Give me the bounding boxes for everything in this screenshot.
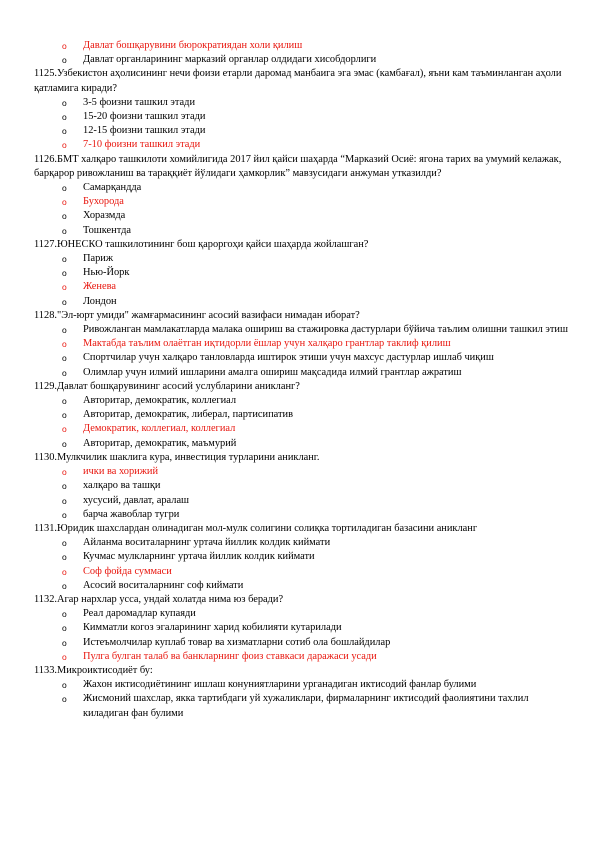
bullet-icon: o: [62, 353, 67, 364]
bullet-icon: o: [62, 609, 67, 620]
question-block: [0, 522, 595, 593]
bullet-icon: o: [62, 211, 67, 222]
answer-option: [0, 351, 595, 365]
bullet-icon: o: [62, 268, 67, 279]
answer-options: [0, 181, 595, 238]
answer-option: [0, 692, 595, 720]
bullet-icon: o: [62, 580, 67, 591]
answer-text: Хоразмда: [83, 210, 126, 222]
bullet-icon: o: [62, 339, 67, 350]
question-block: [0, 664, 595, 721]
answer-text: ички ва хорижий: [83, 466, 159, 478]
question-text: 1127.ЮНЕСКО ташкилотининг бош қароргоҳи қайси шаҳарда жойлашган?: [34, 238, 369, 250]
answer-text: Авторитар, демократик, либерал, партисипатив: [83, 409, 293, 421]
bullet-icon: o: [62, 538, 67, 549]
answer-option: [0, 678, 595, 692]
bullet-icon: o: [62, 140, 67, 151]
answer-option: [0, 124, 595, 138]
answer-text: 15-20 фоизни ташкил этади: [83, 111, 206, 123]
bullet-icon: o: [62, 367, 67, 378]
bullet-icon: o: [62, 694, 67, 705]
bullet-icon: o: [62, 637, 67, 648]
answer-text: Париж: [83, 253, 114, 265]
answer-option: [0, 266, 595, 280]
bullet-icon: o: [62, 495, 67, 506]
question-text: 1126.БМТ халқаро ташкилоти хомийлигида 2017 йил қайси шаҳарда “Марказий Осиё: ягона тарих ва умумий келажак, барқарор ривожланиш ва тараққиёт йўлидаги ҳамкорлик” мавзусидаги анжуман утказилди?: [34, 153, 562, 179]
bullet-icon: o: [62, 566, 67, 577]
answer-text: Демократик, коллегиал, коллегиал: [83, 423, 236, 435]
answer-option: [0, 96, 595, 110]
answer-text: Спортчилар учун халқаро танловларда иштирок этиши учун махсус дастурлар ишлаб чиқиш: [83, 352, 494, 364]
answer-text: Кимматли когоз эгаларининг харид кобилияти кутарилади: [83, 622, 342, 634]
answer-option: [0, 437, 595, 451]
answer-option-correct: [0, 650, 595, 664]
bullet-icon: o: [62, 509, 67, 520]
answer-text: Авторитар, демократик, маъмурий: [83, 437, 237, 449]
bullet-icon: o: [62, 623, 67, 634]
answer-text: Бухорода: [83, 196, 124, 208]
answer-text: Авторитар, демократик, коллегиал: [83, 395, 237, 407]
answer-text: 3-5 фоизни ташкил этади: [83, 96, 196, 108]
question-text: 1132.Агар нархлар усса, ундай холатда нима юз беради?: [34, 593, 284, 605]
answer-option-correct: [0, 337, 595, 351]
answer-text: хусусий, давлат, аралаш: [83, 494, 190, 506]
answer-text: Лондон: [83, 295, 117, 307]
answer-text: Самарқандда: [83, 182, 142, 194]
answer-option: [0, 110, 595, 124]
question-text: 1129.Давлат бошқарувининг асосий услубларини аникланг?: [34, 380, 300, 392]
answer-options: [0, 536, 595, 593]
answer-option-correct: [0, 138, 595, 152]
answer-text: Олимлар учун илмий ишларини амалга ошириш мақсадида илмий грантлар ажратиш: [83, 366, 462, 378]
bullet-icon: o: [62, 225, 67, 236]
answer-option: [0, 579, 595, 593]
question-text: 1125.Узбекистон аҳолисининг нечи фоизи етарли даромад манбаига эга эмас (камбағал), яъни кам таъминланган аҳоли қатламига киради?: [34, 68, 562, 94]
question-block: [0, 451, 595, 522]
answer-options: [0, 678, 595, 721]
answer-option: [0, 394, 595, 408]
answer-options: [0, 39, 595, 67]
answer-option: [0, 209, 595, 223]
answer-text: 12-15 фоизни ташкил этади: [83, 125, 206, 137]
answer-text: Пулга булган талаб ва банкларнинг фоиз ставкаси даражаси усади: [83, 650, 377, 662]
bullet-icon: o: [62, 396, 67, 407]
answer-option: [0, 408, 595, 422]
answer-option: [0, 550, 595, 564]
question-text: 1133.Микроиктисодиёт бу:: [34, 664, 153, 676]
answer-option-correct: [0, 39, 595, 53]
question-block: [0, 39, 595, 67]
question-text: 1128."Эл-юрт умиди" жамғармасининг асосий вазифаси нимадан иборат?: [34, 309, 360, 321]
answer-options: [0, 607, 595, 664]
question-text: 1131.Юридик шахслардан олинадиган мол-мулк солигини солиқка тортиладиган базасини аникланг: [34, 522, 478, 534]
bullet-icon: o: [62, 325, 67, 336]
bullet-icon: o: [62, 424, 67, 435]
bullet-icon: o: [62, 282, 67, 293]
question-text: 1130.Мулкчилик шаклига кура, инвестиция турларини аникланг.: [34, 451, 320, 463]
answer-text: Соф фойда суммаси: [83, 565, 172, 577]
bullet-icon: o: [62, 97, 67, 108]
bullet-icon: o: [62, 438, 67, 449]
answer-option: [0, 508, 595, 522]
bullet-icon: o: [62, 183, 67, 194]
answer-option: [0, 621, 595, 635]
answer-text: Нью-Йорк: [83, 267, 130, 279]
answer-text: Мактабда таълим олаётган иқтидорли ёшлар учун халқаро грантлар таклиф қилиш: [83, 338, 451, 350]
bullet-icon: o: [62, 126, 67, 137]
bullet-icon: o: [62, 481, 67, 492]
bullet-icon: o: [62, 651, 67, 662]
answer-option: [0, 53, 595, 67]
answer-option: [0, 494, 595, 508]
answer-option-correct: [0, 565, 595, 579]
answer-text: Асосий воситаларнинг соф киймати: [83, 579, 244, 591]
answer-options: [0, 252, 595, 309]
answer-options: [0, 394, 595, 451]
answer-options: [0, 96, 595, 153]
question-block: [0, 593, 595, 664]
bullet-icon: o: [62, 552, 67, 563]
answer-option-correct: [0, 422, 595, 436]
answer-option: [0, 323, 595, 337]
answer-text: барча жавоблар тугри: [83, 508, 180, 520]
question-block: [0, 238, 595, 309]
question-block: [0, 380, 595, 451]
answer-option-correct: [0, 465, 595, 479]
answer-option: [0, 636, 595, 650]
answer-option: [0, 252, 595, 266]
answer-option-correct: [0, 280, 595, 294]
bullet-icon: o: [62, 467, 67, 478]
answer-text: Кучмас мулкларнинг уртача йиллик колдик киймати: [83, 551, 315, 563]
answer-option: [0, 607, 595, 621]
answer-text: 7-10 фоизни ташкил этади: [83, 139, 201, 151]
answer-option: [0, 295, 595, 309]
answer-option: [0, 479, 595, 493]
bullet-icon: o: [62, 112, 67, 123]
answer-text: халқаро ва ташқи: [83, 480, 161, 492]
answer-text: Жахон иктисодиётининг ишлаш конуниятларини урганадиган иктисодий фанлар булими: [83, 679, 477, 691]
bullet-icon: o: [62, 296, 67, 307]
answer-text: Давлат органларининг марказий органлар олдидаги хисобдорлиги: [83, 54, 377, 66]
answer-text: Реал даромадлар купаяди: [83, 608, 196, 620]
answer-options: [0, 465, 595, 522]
answer-option: [0, 224, 595, 238]
question-block: [0, 309, 595, 380]
answer-text: Давлат бошқарувини бюрократиядан холи қилиш: [83, 40, 303, 51]
answer-text: Ривожланган мамлакатларда малака ошириш ва стажировка дастурлари бўйича таълим олишни ташкил этиш: [83, 324, 568, 336]
answer-text: Женева: [83, 281, 116, 293]
answer-option: [0, 366, 595, 380]
answer-options: [0, 323, 595, 380]
answer-text: Тошкентда: [83, 224, 132, 236]
answer-option-correct: [0, 195, 595, 209]
bullet-icon: o: [62, 680, 67, 691]
bullet-icon: o: [62, 410, 67, 421]
bullet-icon: o: [62, 197, 67, 208]
answer-text: Жисмоний шахслар, якка тартибдаги уй хужаликлари, фирмаларнинг иктисодий фаолиятини тахлил киладиган фан булими: [83, 693, 529, 719]
answer-option: [0, 536, 595, 550]
question-block: [0, 67, 595, 152]
bullet-icon: o: [62, 55, 67, 66]
bullet-icon: o: [62, 254, 67, 265]
answer-option: [0, 181, 595, 195]
answer-text: Истеъмолчилар куплаб товар ва хизматларни сотиб ола бошлайдилар: [83, 636, 391, 648]
bullet-icon: o: [62, 41, 67, 51]
answer-text: Айланма воситаларнинг уртача йиллик колдик киймати: [83, 537, 331, 549]
question-block: [0, 153, 595, 238]
